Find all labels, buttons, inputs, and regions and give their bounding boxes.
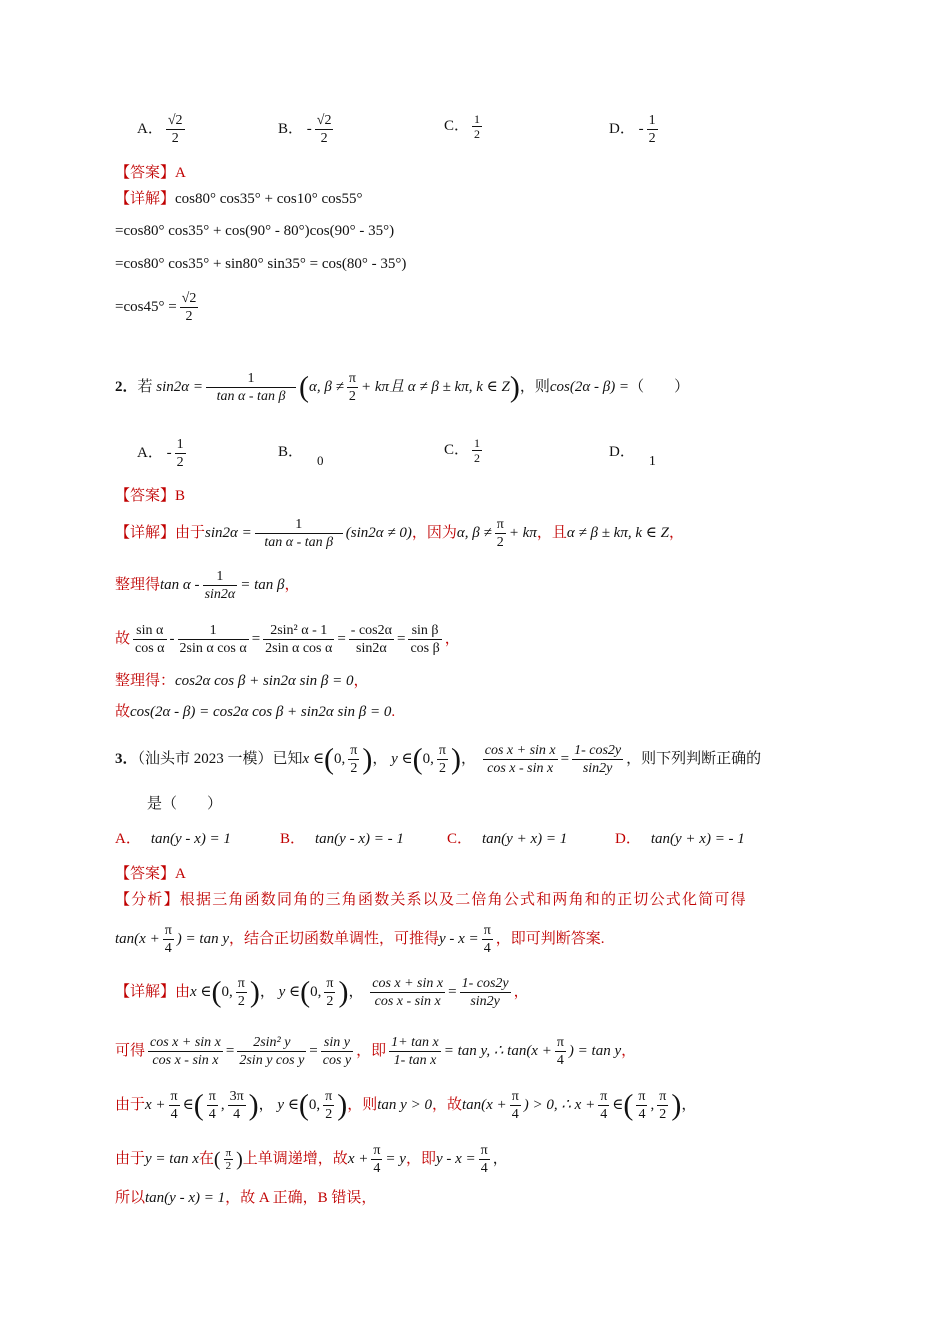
q1-step-3: =cos45° = $\frac{√2}{2}$	[115, 291, 197, 324]
q3-stem-cont: 是（ ）	[147, 796, 223, 812]
q3-analysis-2: tan(x + $\frac{\pi}{4}$ ) = tan y，结合正切函数单调性，可推得y - x = $\frac{\pi}{4}$ ，即可判断答案.	[115, 923, 605, 956]
q3-detail-2: 可得 $\frac{\text{cos x + sin x}}{\text{cos x - sin x}}$ = $\frac{\text{2sin² y}}{\text{2sin y cos y}}$ = $\frac{\text{sin y}}{\text{cos y}}$ ，即 $\frac{\text{1+ tan x}}{\text{1- tan x}}$ = tan y, ∴ tan(x + $\frac{\pi}{4}$ ) = tan y，	[115, 1035, 637, 1068]
q1-detail: 【详解】cos80° cos35° + cos10° cos55°	[115, 191, 363, 207]
q1-option-b: B． - $\frac{√2}{2}$	[278, 113, 332, 146]
q3-option-c: C． tan(y + x) = 1	[447, 831, 568, 847]
q3-option-d: D． tan(y + x) = - 1	[615, 831, 745, 847]
q2-answer: 【答案】B	[115, 488, 186, 504]
q3-analysis: 【分析】根据三角函数同角的三角函数关系以及二倍角公式和两角和的正切公式化简可得	[115, 892, 747, 908]
q3-detail-1: 【详解】由x ∈(0, $\frac{\pi}{2}$ )， y ∈(0, $\frac{\pi}{2}$ )， $\frac{\text{cos x + sin x}}{\text{cos x - sin x}}$ = $\frac{1- \cos 2y}{\sin 2y}$ ，	[115, 975, 529, 1009]
q3-option-b: B． tan(y - x) = - 1	[280, 831, 404, 847]
q2-detail-4: 整理得：cos2α cos β + sin2α sin β = 0，	[115, 673, 369, 689]
q2-detail-5: 故cos(2α - β) = cos2α cos β + sin2α sin β = 0.	[115, 704, 396, 720]
q2-option-d: D．1	[609, 444, 656, 469]
q2-option-a: A． - $\frac{1}{2}$	[137, 437, 184, 470]
q2-detail-3: 故 $\frac{\text{sin α}}{\text{cos α}}$ - $\frac{1}{\text{2sin α cos α}}$ = $\frac{\text{2sin² α - 1}}{\text{2sin α cos α}}$ = $\frac{- \cos 2\alpha}{\sin 2\alpha}$ = $\frac{\text{sin β}}{\text{cos β}}$ ，	[115, 623, 460, 656]
q2-stem: 2．若 sin2α = $\frac{1}{\text{tan α - tan β}}$ (α, β ≠ $\frac{\pi}{2}$ + kπ且 α ≠ β ± kπ, k ∈ Z)，则cos(2α - β) =（ ）	[115, 370, 690, 404]
q3-answer: 【答案】A	[115, 866, 186, 882]
q3-detail-3: 由于x + $\frac{\pi}{4}$ ∈( $\frac{\pi}{4}$ , $\frac{3\pi}{4}$ )， y ∈(0, $\frac{\pi}{2}$ )，则tan y > 0，故tan(x + $\frac{\pi}{4}$ ) > 0, ∴ x + $\frac{\pi}{4}$ ∈( $\frac{\pi}{4}$ , $\frac{\pi}{2}$ )，	[115, 1088, 697, 1122]
q2-option-b: B．0	[278, 444, 324, 468]
q1-step-2: =cos80° cos35° + sin80° sin35° = cos(80° - 35°)	[115, 256, 407, 272]
q2-detail-2: 整理得tan α - $\frac{1}{\sin 2\alpha}$ = tan β，	[115, 569, 300, 602]
q1-step-1: =cos80° cos35° + cos(90° - 80°)cos(90° - 35°)	[115, 223, 395, 239]
q3-option-a: A． tan(y - x) = 1	[115, 831, 231, 847]
q2-option-c: C． $\frac{1}{2}$	[444, 436, 481, 465]
q3-detail-4: 由于y = tan x在( $\frac{\pi}{2}$ )上单调递增，故x + $\frac{\pi}{4}$ = y，即y - x = $\frac{\pi}{4}$ ，	[115, 1143, 508, 1176]
q1-option-a: A． $\frac{√2}{2}$	[137, 113, 183, 146]
q3-stem: 3．（汕头市 2023 一模）已知x ∈(0, $\frac{\pi}{2}$ )， y ∈(0, $\frac{\pi}{2}$ )， $\frac{\text{cos x + sin x}}{\text{cos x - sin x}}$ = $\frac{1- \cos 2y}{\sin 2y}$ ，则下列判断正确的	[115, 742, 762, 776]
q2-detail-1: 【详解】由于sin2α = $\frac{1}{\text{tan α - tan β}}$ (sin2α ≠ 0)，因为α, β ≠ $\frac{\pi}{2}$ + kπ，且α ≠ β ± kπ, k ∈ Z，	[115, 517, 684, 550]
q3-detail-5: 所以tan(y - x) = 1，故 A 正确，B 错误，	[115, 1190, 377, 1206]
q1-answer: 【答案】A	[115, 165, 186, 181]
q1-option-c: C． $\frac{1}{2}$	[444, 112, 481, 141]
q1-option-d: D． - $\frac{1}{2}$	[609, 113, 656, 146]
